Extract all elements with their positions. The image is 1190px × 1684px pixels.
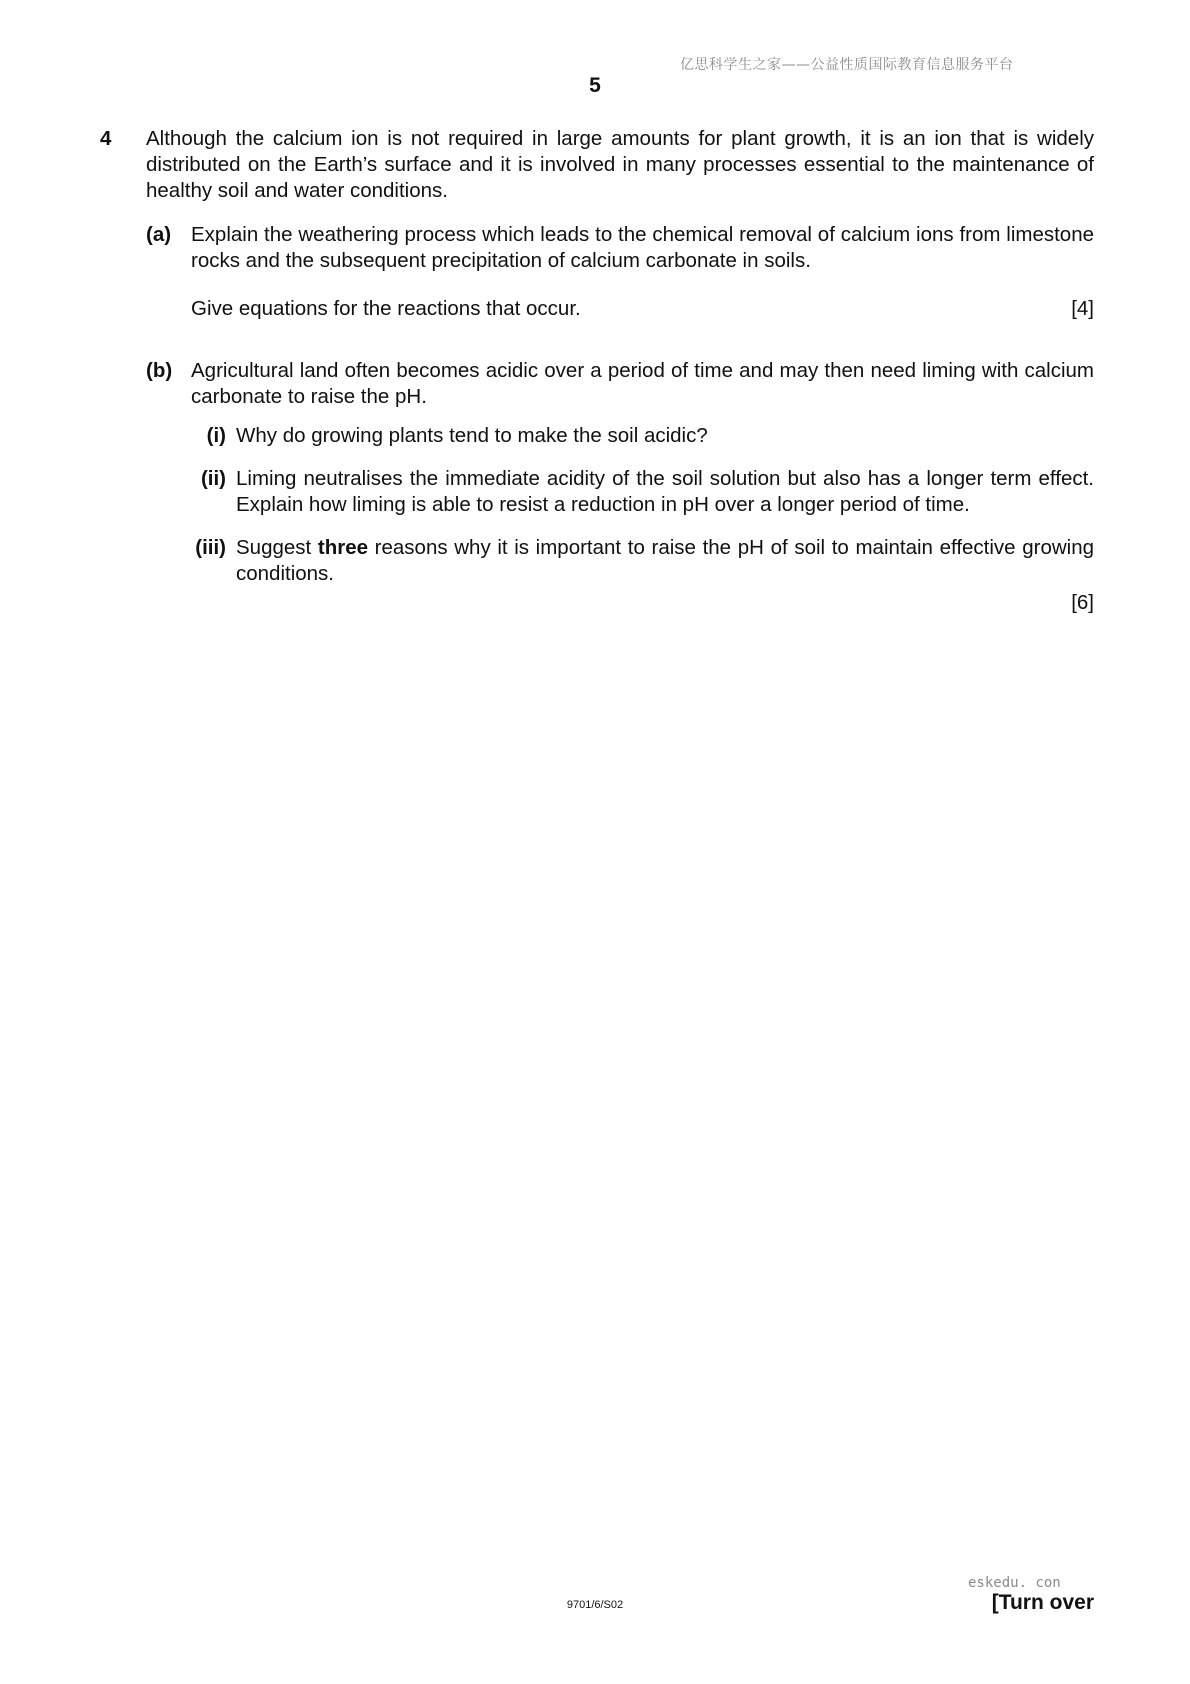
page-number: 5 bbox=[589, 74, 601, 97]
sub-ii-label: (ii) bbox=[200, 467, 226, 490]
part-a-marks: [4] bbox=[1071, 297, 1094, 320]
sub-iii-text-before: Suggest bbox=[236, 536, 318, 559]
sub-i-label: (i) bbox=[206, 424, 226, 447]
part-b-marks: [6] bbox=[1071, 591, 1094, 614]
sub-iii-emphasis: three bbox=[317, 536, 369, 559]
part-b-text: Agricultural land often becomes acidic over a period of time and may then need liming with calcium carbonate to raise the pH. bbox=[191, 359, 1094, 408]
turn-over: [Turn over bbox=[991, 1591, 1094, 1614]
sub-ii-text: Liming neutralises the immediate acidity of the soil solution but also has a longer term effect. Explain how liming is able to resist a reduction in pH over a longer period of time. bbox=[236, 467, 1094, 516]
question-stem: Although the calcium ion is not required in large amounts for plant growth, it is an ion that is widely distributed on the Earth’s surface and it is involved in many processes essential to the maintenance of healthy soil and water conditions. bbox=[146, 127, 1094, 202]
header-watermark: 亿思科学生之家——公益性质国际教育信息服务平台 bbox=[680, 57, 1014, 73]
footer-code: 9701/6/S02 bbox=[566, 1599, 624, 1611]
sub-iii-text bbox=[236, 535, 1094, 587]
footer-watermark: eskedu. con bbox=[968, 1575, 1061, 1591]
part-a-label: (a) bbox=[146, 223, 172, 246]
part-a-instruction: Give equations for the reactions that occur. bbox=[191, 297, 581, 320]
question-number: 4 bbox=[100, 127, 112, 150]
sub-iii-label: (iii) bbox=[195, 536, 226, 559]
part-a-text: Explain the weathering process which leads to the chemical removal of calcium ions from limestone rocks and the subsequent precipitation of calcium carbonate in soils. bbox=[191, 223, 1094, 272]
sub-i-text: Why do growing plants tend to make the soil acidic? bbox=[236, 424, 708, 447]
sub-iii-text-after: reasons why it is important to raise the pH of soil to maintain effective growing conditions. bbox=[236, 536, 1095, 585]
part-b-label: (b) bbox=[146, 359, 173, 382]
